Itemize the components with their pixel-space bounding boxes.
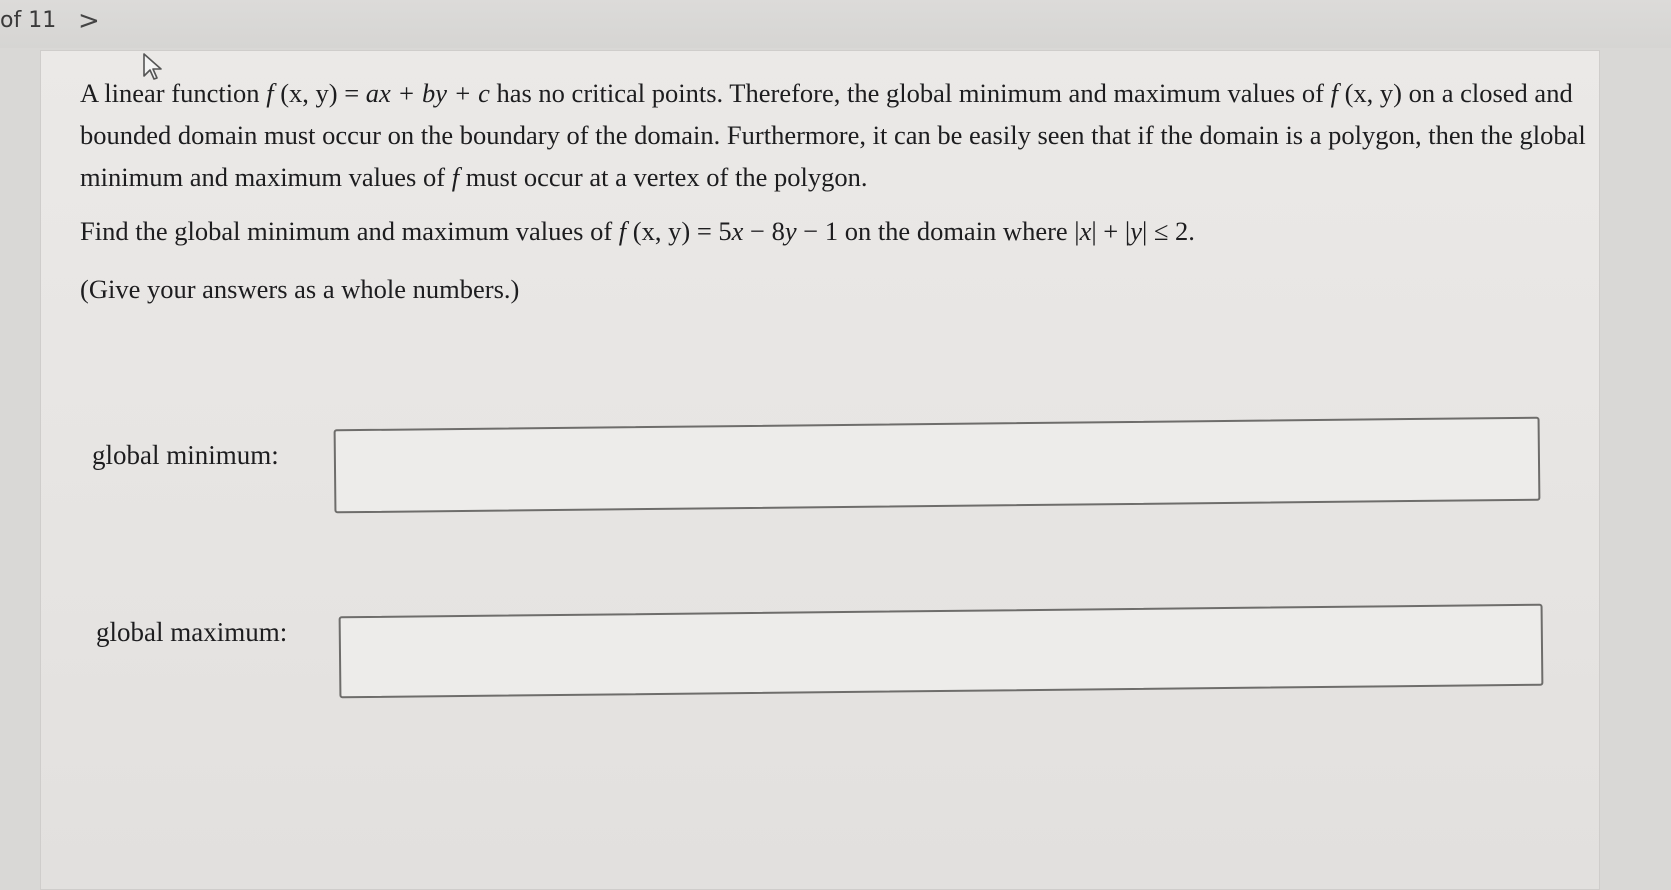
linear-expression: ax + by + c (365, 78, 490, 108)
function-symbol: f (451, 162, 460, 192)
question-text-4: | ≤ 2. (1141, 216, 1195, 246)
question-text-1: Find the global minimum and maximum values of (80, 216, 619, 246)
intro-text-1: A linear function (80, 78, 267, 108)
global-maximum-label: global maximum: (96, 617, 288, 647)
function-args: (x, y) (1337, 78, 1402, 108)
function-symbol: f (266, 78, 274, 108)
question-text-3: | + | (1091, 216, 1131, 246)
intro-text-3: on a closed and bounded domain must occur on the boundary of the domain. Furthermore, it can be easily seen that if the domain is a polygon, then the global minimum and maximum values of (80, 78, 1586, 192)
function-symbol: f (1330, 78, 1338, 108)
function-symbol: f (618, 216, 627, 246)
page-count: of 11 (0, 8, 57, 33)
chevron-right-icon[interactable]: > (78, 6, 100, 36)
variable-x: x (1079, 216, 1092, 246)
answer-instruction: (Give your answers as a whole numbers.) (80, 274, 520, 304)
variable-y: y (784, 216, 797, 246)
function-args: (x, y) (273, 78, 345, 108)
equals-five: = 5 (696, 216, 732, 246)
problem-question (80, 210, 1590, 252)
variable-x: x (731, 216, 744, 246)
minus-eight: − 8 (743, 216, 785, 246)
equals-sign: = (344, 78, 366, 108)
variable-y: y (1130, 216, 1142, 246)
intro-text-2: has no critical points. Therefore, the global minimum and maximum values of (489, 78, 1331, 108)
function-args: (x, y) (626, 216, 697, 246)
global-maximum-input[interactable] (339, 604, 1544, 699)
navigation-bar (0, 0, 1671, 48)
intro-text-4: must occur at a vertex of the polygon. (459, 162, 868, 192)
problem-intro (80, 72, 1590, 198)
question-text-2: − 1 on the domain where | (796, 216, 1080, 246)
global-minimum-input[interactable] (334, 417, 1541, 514)
global-minimum-label: global minimum: (92, 440, 279, 470)
